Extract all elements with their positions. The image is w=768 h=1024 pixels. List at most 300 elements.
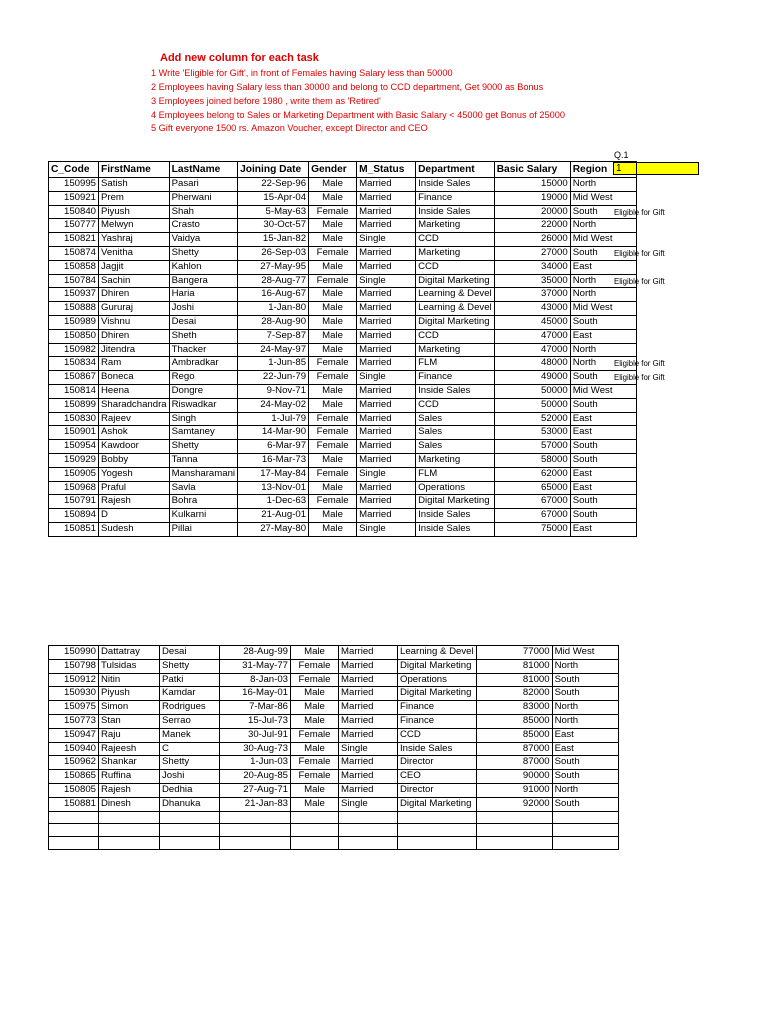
- region-cell[interactable]: North: [570, 219, 636, 233]
- gender-cell[interactable]: Female: [309, 274, 357, 288]
- basic-salary-cell[interactable]: 83000: [476, 701, 552, 715]
- gender-cell[interactable]: Male: [291, 742, 339, 756]
- basic-salary-cell[interactable]: 52000: [494, 412, 570, 426]
- m-status-cell[interactable]: Single: [357, 233, 416, 247]
- basic-salary-cell[interactable]: 15000: [494, 178, 570, 192]
- lastname-cell[interactable]: Ambradkar: [169, 357, 237, 371]
- firstname-cell[interactable]: Bobby: [99, 453, 170, 467]
- lastname-cell[interactable]: Shetty: [160, 659, 220, 673]
- department-cell[interactable]: Digital Marketing: [398, 797, 477, 811]
- gender-cell[interactable]: Male: [309, 178, 357, 192]
- firstname-cell[interactable]: Jagjit: [99, 260, 170, 274]
- firstname-cell[interactable]: Shankar: [99, 756, 160, 770]
- gender-cell[interactable]: Female: [309, 440, 357, 454]
- gender-cell[interactable]: Male: [291, 797, 339, 811]
- c-code-cell[interactable]: 150777: [49, 219, 99, 233]
- c-code-cell[interactable]: 150975: [49, 701, 99, 715]
- m-status-cell[interactable]: Single: [357, 522, 416, 536]
- m-status-cell[interactable]: Married: [357, 412, 416, 426]
- basic-salary-cell[interactable]: 75000: [494, 522, 570, 536]
- gender-cell[interactable]: Male: [309, 315, 357, 329]
- header-c-code[interactable]: C_Code: [49, 162, 99, 178]
- m-status-cell[interactable]: Married: [339, 673, 398, 687]
- m-status-cell[interactable]: Married: [339, 783, 398, 797]
- joining-date-cell[interactable]: 31-May-77: [220, 659, 291, 673]
- joining-date-cell[interactable]: 5-May-63: [238, 205, 309, 219]
- c-code-cell[interactable]: 150791: [49, 495, 99, 509]
- basic-salary-cell[interactable]: 47000: [494, 343, 570, 357]
- lastname-cell[interactable]: Shetty: [169, 440, 237, 454]
- firstname-cell[interactable]: Tulsidas: [99, 659, 160, 673]
- empty-cell[interactable]: [160, 811, 220, 824]
- m-status-cell[interactable]: Married: [339, 756, 398, 770]
- region-cell[interactable]: East: [570, 426, 636, 440]
- c-code-cell[interactable]: 150937: [49, 288, 99, 302]
- m-status-cell[interactable]: Single: [357, 371, 416, 385]
- empty-cell[interactable]: [160, 837, 220, 850]
- joining-date-cell[interactable]: 27-May-80: [238, 522, 309, 536]
- joining-date-cell[interactable]: 30-Aug-73: [220, 742, 291, 756]
- region-cell[interactable]: East: [570, 481, 636, 495]
- region-cell[interactable]: South: [570, 495, 636, 509]
- m-status-cell[interactable]: Married: [339, 701, 398, 715]
- gender-cell[interactable]: Male: [291, 687, 339, 701]
- basic-salary-cell[interactable]: 27000: [494, 246, 570, 260]
- gender-cell[interactable]: Female: [291, 728, 339, 742]
- empty-cell[interactable]: [99, 811, 160, 824]
- gender-cell[interactable]: Female: [309, 495, 357, 509]
- joining-date-cell[interactable]: 28-Aug-77: [238, 274, 309, 288]
- answer-cell[interactable]: 1: [613, 162, 699, 175]
- c-code-cell[interactable]: 150921: [49, 191, 99, 205]
- joining-date-cell[interactable]: 15-Apr-04: [238, 191, 309, 205]
- lastname-cell[interactable]: Thacker: [169, 343, 237, 357]
- header-basic-salary[interactable]: Basic Salary: [494, 162, 570, 178]
- lastname-cell[interactable]: Dedhia: [160, 783, 220, 797]
- basic-salary-cell[interactable]: 49000: [494, 371, 570, 385]
- joining-date-cell[interactable]: 1-Jun-85: [238, 357, 309, 371]
- c-code-cell[interactable]: 150954: [49, 440, 99, 454]
- department-cell[interactable]: CCD: [416, 398, 495, 412]
- header-firstname[interactable]: FirstName: [99, 162, 170, 178]
- department-cell[interactable]: Learning & Devel: [416, 302, 495, 316]
- joining-date-cell[interactable]: 9-Nov-71: [238, 384, 309, 398]
- gender-cell[interactable]: Male: [309, 191, 357, 205]
- basic-salary-cell[interactable]: 67000: [494, 509, 570, 523]
- joining-date-cell[interactable]: 1-Jul-79: [238, 412, 309, 426]
- region-cell[interactable]: Mid West: [570, 191, 636, 205]
- c-code-cell[interactable]: 150905: [49, 467, 99, 481]
- m-status-cell[interactable]: Married: [357, 329, 416, 343]
- joining-date-cell[interactable]: 17-May-84: [238, 467, 309, 481]
- c-code-cell[interactable]: 150888: [49, 302, 99, 316]
- lastname-cell[interactable]: Manek: [160, 728, 220, 742]
- joining-date-cell[interactable]: 28-Aug-90: [238, 315, 309, 329]
- gender-cell[interactable]: Female: [291, 673, 339, 687]
- region-cell[interactable]: Mid West: [552, 646, 618, 660]
- empty-cell[interactable]: [99, 824, 160, 837]
- joining-date-cell[interactable]: 15-Jul-73: [220, 714, 291, 728]
- basic-salary-cell[interactable]: 85000: [476, 714, 552, 728]
- gender-cell[interactable]: Male: [309, 288, 357, 302]
- joining-date-cell[interactable]: 30-Jul-91: [220, 728, 291, 742]
- region-cell[interactable]: Mid West: [570, 384, 636, 398]
- firstname-cell[interactable]: Rajesh: [99, 783, 160, 797]
- basic-salary-cell[interactable]: 50000: [494, 384, 570, 398]
- gender-cell[interactable]: Male: [309, 302, 357, 316]
- firstname-cell[interactable]: Vishnu: [99, 315, 170, 329]
- department-cell[interactable]: Digital Marketing: [416, 495, 495, 509]
- department-cell[interactable]: Inside Sales: [416, 178, 495, 192]
- firstname-cell[interactable]: Ruffina: [99, 770, 160, 784]
- department-cell[interactable]: Marketing: [416, 246, 495, 260]
- region-cell[interactable]: East: [552, 728, 618, 742]
- joining-date-cell[interactable]: 8-Jan-03: [220, 673, 291, 687]
- c-code-cell[interactable]: 150773: [49, 714, 99, 728]
- department-cell[interactable]: FLM: [416, 357, 495, 371]
- basic-salary-cell[interactable]: 22000: [494, 219, 570, 233]
- m-status-cell[interactable]: Married: [357, 260, 416, 274]
- department-cell[interactable]: Inside Sales: [416, 522, 495, 536]
- joining-date-cell[interactable]: 21-Jan-83: [220, 797, 291, 811]
- region-cell[interactable]: South: [552, 770, 618, 784]
- gender-cell[interactable]: Female: [291, 770, 339, 784]
- gender-cell[interactable]: Male: [309, 384, 357, 398]
- m-status-cell[interactable]: Married: [339, 714, 398, 728]
- c-code-cell[interactable]: 150798: [49, 659, 99, 673]
- joining-date-cell[interactable]: 13-Nov-01: [238, 481, 309, 495]
- firstname-cell[interactable]: Melwyn: [99, 219, 170, 233]
- firstname-cell[interactable]: Piyush: [99, 205, 170, 219]
- c-code-cell[interactable]: 150830: [49, 412, 99, 426]
- basic-salary-cell[interactable]: 19000: [494, 191, 570, 205]
- lastname-cell[interactable]: Pasari: [169, 178, 237, 192]
- firstname-cell[interactable]: Dattatray: [99, 646, 160, 660]
- basic-salary-cell[interactable]: 77000: [476, 646, 552, 660]
- empty-cell[interactable]: [220, 824, 291, 837]
- empty-cell[interactable]: [160, 824, 220, 837]
- c-code-cell[interactable]: 150865: [49, 770, 99, 784]
- lastname-cell[interactable]: Shetty: [160, 756, 220, 770]
- firstname-cell[interactable]: Boneca: [99, 371, 170, 385]
- region-cell[interactable]: North: [552, 783, 618, 797]
- empty-cell[interactable]: [220, 811, 291, 824]
- empty-cell[interactable]: [220, 837, 291, 850]
- joining-date-cell[interactable]: 24-May-02: [238, 398, 309, 412]
- c-code-cell[interactable]: 150930: [49, 687, 99, 701]
- c-code-cell[interactable]: 150995: [49, 178, 99, 192]
- basic-salary-cell[interactable]: 26000: [494, 233, 570, 247]
- joining-date-cell[interactable]: 15-Jan-82: [238, 233, 309, 247]
- gender-cell[interactable]: Female: [309, 205, 357, 219]
- lastname-cell[interactable]: Mansharamani: [169, 467, 237, 481]
- region-cell[interactable]: East: [570, 329, 636, 343]
- lastname-cell[interactable]: Bohra: [169, 495, 237, 509]
- department-cell[interactable]: Learning & Devel: [398, 646, 477, 660]
- m-status-cell[interactable]: Married: [357, 246, 416, 260]
- department-cell[interactable]: CCD: [416, 233, 495, 247]
- firstname-cell[interactable]: D: [99, 509, 170, 523]
- basic-salary-cell[interactable]: 58000: [494, 453, 570, 467]
- m-status-cell[interactable]: Married: [357, 509, 416, 523]
- gender-cell[interactable]: Male: [309, 509, 357, 523]
- region-cell[interactable]: Mid West: [570, 302, 636, 316]
- basic-salary-cell[interactable]: 43000: [494, 302, 570, 316]
- department-cell[interactable]: Inside Sales: [416, 384, 495, 398]
- region-cell[interactable]: North: [570, 343, 636, 357]
- firstname-cell[interactable]: Raju: [99, 728, 160, 742]
- m-status-cell[interactable]: Single: [357, 467, 416, 481]
- gender-cell[interactable]: Male: [291, 701, 339, 715]
- joining-date-cell[interactable]: 7-Sep-87: [238, 329, 309, 343]
- empty-cell[interactable]: [339, 824, 398, 837]
- firstname-cell[interactable]: Piyush: [99, 687, 160, 701]
- header-gender[interactable]: Gender: [309, 162, 357, 178]
- department-cell[interactable]: Finance: [416, 191, 495, 205]
- lastname-cell[interactable]: Shetty: [169, 246, 237, 260]
- basic-salary-cell[interactable]: 87000: [476, 742, 552, 756]
- department-cell[interactable]: Director: [398, 783, 477, 797]
- firstname-cell[interactable]: Jitendra: [99, 343, 170, 357]
- basic-salary-cell[interactable]: 92000: [476, 797, 552, 811]
- department-cell[interactable]: Inside Sales: [416, 509, 495, 523]
- joining-date-cell[interactable]: 27-May-95: [238, 260, 309, 274]
- empty-cell[interactable]: [552, 824, 618, 837]
- firstname-cell[interactable]: Ram: [99, 357, 170, 371]
- c-code-cell[interactable]: 150947: [49, 728, 99, 742]
- empty-cell[interactable]: [49, 837, 99, 850]
- lastname-cell[interactable]: Patki: [160, 673, 220, 687]
- region-cell[interactable]: North: [552, 701, 618, 715]
- joining-date-cell[interactable]: 27-Aug-71: [220, 783, 291, 797]
- lastname-cell[interactable]: Savla: [169, 481, 237, 495]
- empty-cell[interactable]: [99, 837, 160, 850]
- department-cell[interactable]: Sales: [416, 426, 495, 440]
- m-status-cell[interactable]: Married: [339, 659, 398, 673]
- lastname-cell[interactable]: Samtaney: [169, 426, 237, 440]
- gender-cell[interactable]: Female: [309, 371, 357, 385]
- gender-cell[interactable]: Male: [309, 481, 357, 495]
- gender-cell[interactable]: Male: [291, 783, 339, 797]
- c-code-cell[interactable]: 150814: [49, 384, 99, 398]
- region-cell[interactable]: South: [552, 756, 618, 770]
- c-code-cell[interactable]: 150982: [49, 343, 99, 357]
- empty-cell[interactable]: [552, 837, 618, 850]
- region-cell[interactable]: South: [570, 315, 636, 329]
- firstname-cell[interactable]: Stan: [99, 714, 160, 728]
- joining-date-cell[interactable]: 7-Mar-86: [220, 701, 291, 715]
- c-code-cell[interactable]: 150962: [49, 756, 99, 770]
- region-cell[interactable]: East: [570, 260, 636, 274]
- firstname-cell[interactable]: Ashok: [99, 426, 170, 440]
- basic-salary-cell[interactable]: 35000: [494, 274, 570, 288]
- joining-date-cell[interactable]: 1-Dec-63: [238, 495, 309, 509]
- basic-salary-cell[interactable]: 81000: [476, 659, 552, 673]
- joining-date-cell[interactable]: 22-Jun-79: [238, 371, 309, 385]
- gender-cell[interactable]: Female: [309, 412, 357, 426]
- joining-date-cell[interactable]: 28-Aug-99: [220, 646, 291, 660]
- department-cell[interactable]: Finance: [416, 371, 495, 385]
- c-code-cell[interactable]: 150874: [49, 246, 99, 260]
- firstname-cell[interactable]: Rajesh: [99, 495, 170, 509]
- lastname-cell[interactable]: Tanna: [169, 453, 237, 467]
- lastname-cell[interactable]: Desai: [169, 315, 237, 329]
- joining-date-cell[interactable]: 16-Aug-67: [238, 288, 309, 302]
- joining-date-cell[interactable]: 6-Mar-97: [238, 440, 309, 454]
- lastname-cell[interactable]: Dongre: [169, 384, 237, 398]
- department-cell[interactable]: Inside Sales: [398, 742, 477, 756]
- gender-cell[interactable]: Male: [309, 329, 357, 343]
- empty-cell[interactable]: [49, 811, 99, 824]
- basic-salary-cell[interactable]: 67000: [494, 495, 570, 509]
- firstname-cell[interactable]: Satish: [99, 178, 170, 192]
- gender-cell[interactable]: Female: [309, 467, 357, 481]
- region-cell[interactable]: South: [570, 398, 636, 412]
- gender-cell[interactable]: Female: [291, 659, 339, 673]
- department-cell[interactable]: Digital Marketing: [416, 274, 495, 288]
- lastname-cell[interactable]: Dhanuka: [160, 797, 220, 811]
- empty-cell[interactable]: [291, 811, 339, 824]
- firstname-cell[interactable]: Rajeesh: [99, 742, 160, 756]
- m-status-cell[interactable]: Married: [357, 357, 416, 371]
- m-status-cell[interactable]: Married: [339, 770, 398, 784]
- gender-cell[interactable]: Male: [309, 219, 357, 233]
- m-status-cell[interactable]: Married: [357, 453, 416, 467]
- lastname-cell[interactable]: Serrao: [160, 714, 220, 728]
- empty-cell[interactable]: [476, 811, 552, 824]
- basic-salary-cell[interactable]: 37000: [494, 288, 570, 302]
- c-code-cell[interactable]: 150968: [49, 481, 99, 495]
- c-code-cell[interactable]: 150850: [49, 329, 99, 343]
- department-cell[interactable]: Operations: [416, 481, 495, 495]
- joining-date-cell[interactable]: 20-Aug-85: [220, 770, 291, 784]
- c-code-cell[interactable]: 150840: [49, 205, 99, 219]
- region-cell[interactable]: South: [552, 797, 618, 811]
- c-code-cell[interactable]: 150990: [49, 646, 99, 660]
- lastname-cell[interactable]: Joshi: [169, 302, 237, 316]
- c-code-cell[interactable]: 150867: [49, 371, 99, 385]
- region-cell[interactable]: South: [552, 673, 618, 687]
- joining-date-cell[interactable]: 16-Mar-73: [238, 453, 309, 467]
- firstname-cell[interactable]: Heena: [99, 384, 170, 398]
- gender-cell[interactable]: Male: [309, 453, 357, 467]
- m-status-cell[interactable]: Married: [357, 384, 416, 398]
- lastname-cell[interactable]: Crasto: [169, 219, 237, 233]
- empty-cell[interactable]: [476, 824, 552, 837]
- firstname-cell[interactable]: Sachin: [99, 274, 170, 288]
- empty-cell[interactable]: [291, 824, 339, 837]
- c-code-cell[interactable]: 150851: [49, 522, 99, 536]
- basic-salary-cell[interactable]: 90000: [476, 770, 552, 784]
- basic-salary-cell[interactable]: 57000: [494, 440, 570, 454]
- basic-salary-cell[interactable]: 62000: [494, 467, 570, 481]
- firstname-cell[interactable]: Kawdoor: [99, 440, 170, 454]
- firstname-cell[interactable]: Gururaj: [99, 302, 170, 316]
- lastname-cell[interactable]: Kulkarni: [169, 509, 237, 523]
- c-code-cell[interactable]: 150821: [49, 233, 99, 247]
- region-cell[interactable]: South: [552, 687, 618, 701]
- basic-salary-cell[interactable]: 48000: [494, 357, 570, 371]
- header-joining-date[interactable]: Joining Date: [238, 162, 309, 178]
- department-cell[interactable]: CCD: [416, 260, 495, 274]
- c-code-cell[interactable]: 150834: [49, 357, 99, 371]
- department-cell[interactable]: Operations: [398, 673, 477, 687]
- m-status-cell[interactable]: Married: [357, 205, 416, 219]
- region-cell[interactable]: East: [570, 412, 636, 426]
- firstname-cell[interactable]: Nitin: [99, 673, 160, 687]
- region-cell[interactable]: South: [570, 453, 636, 467]
- gender-cell[interactable]: Male: [309, 522, 357, 536]
- department-cell[interactable]: Finance: [398, 714, 477, 728]
- empty-cell[interactable]: [398, 824, 477, 837]
- region-cell[interactable]: East: [552, 742, 618, 756]
- gender-cell[interactable]: Male: [309, 398, 357, 412]
- c-code-cell[interactable]: 150805: [49, 783, 99, 797]
- lastname-cell[interactable]: Sheth: [169, 329, 237, 343]
- lastname-cell[interactable]: C: [160, 742, 220, 756]
- basic-salary-cell[interactable]: 87000: [476, 756, 552, 770]
- gender-cell[interactable]: Male: [309, 343, 357, 357]
- firstname-cell[interactable]: Sharadchandra: [99, 398, 170, 412]
- basic-salary-cell[interactable]: 20000: [494, 205, 570, 219]
- basic-salary-cell[interactable]: 85000: [476, 728, 552, 742]
- empty-cell[interactable]: [398, 811, 477, 824]
- region-cell[interactable]: East: [570, 522, 636, 536]
- header-region[interactable]: Region: [570, 162, 636, 178]
- firstname-cell[interactable]: Praful: [99, 481, 170, 495]
- lastname-cell[interactable]: Pherwani: [169, 191, 237, 205]
- joining-date-cell[interactable]: 30-Oct-57: [238, 219, 309, 233]
- empty-cell[interactable]: [339, 811, 398, 824]
- c-code-cell[interactable]: 150858: [49, 260, 99, 274]
- lastname-cell[interactable]: Vaidya: [169, 233, 237, 247]
- empty-cell[interactable]: [476, 837, 552, 850]
- c-code-cell[interactable]: 150901: [49, 426, 99, 440]
- department-cell[interactable]: Marketing: [416, 219, 495, 233]
- m-status-cell[interactable]: Married: [357, 178, 416, 192]
- firstname-cell[interactable]: Prem: [99, 191, 170, 205]
- region-cell[interactable]: South: [570, 246, 636, 260]
- joining-date-cell[interactable]: 16-May-01: [220, 687, 291, 701]
- m-status-cell[interactable]: Married: [339, 646, 398, 660]
- m-status-cell[interactable]: Married: [339, 728, 398, 742]
- department-cell[interactable]: Finance: [398, 701, 477, 715]
- firstname-cell[interactable]: Simon: [99, 701, 160, 715]
- gender-cell[interactable]: Female: [309, 426, 357, 440]
- gender-cell[interactable]: Female: [309, 357, 357, 371]
- m-status-cell[interactable]: Married: [357, 426, 416, 440]
- gender-cell[interactable]: Female: [309, 246, 357, 260]
- gender-cell[interactable]: Male: [309, 260, 357, 274]
- region-cell[interactable]: North: [570, 288, 636, 302]
- region-cell[interactable]: North: [570, 178, 636, 192]
- region-cell[interactable]: East: [570, 467, 636, 481]
- m-status-cell[interactable]: Married: [357, 191, 416, 205]
- gender-cell[interactable]: Male: [291, 714, 339, 728]
- m-status-cell[interactable]: Married: [357, 343, 416, 357]
- header-department[interactable]: Department: [416, 162, 495, 178]
- empty-cell[interactable]: [398, 837, 477, 850]
- region-cell[interactable]: Mid West: [570, 233, 636, 247]
- lastname-cell[interactable]: Kamdar: [160, 687, 220, 701]
- header-m-status[interactable]: M_Status: [357, 162, 416, 178]
- basic-salary-cell[interactable]: 91000: [476, 783, 552, 797]
- region-cell[interactable]: North: [570, 357, 636, 371]
- basic-salary-cell[interactable]: 47000: [494, 329, 570, 343]
- firstname-cell[interactable]: Venitha: [99, 246, 170, 260]
- m-status-cell[interactable]: Married: [357, 481, 416, 495]
- joining-date-cell[interactable]: 1-Jan-80: [238, 302, 309, 316]
